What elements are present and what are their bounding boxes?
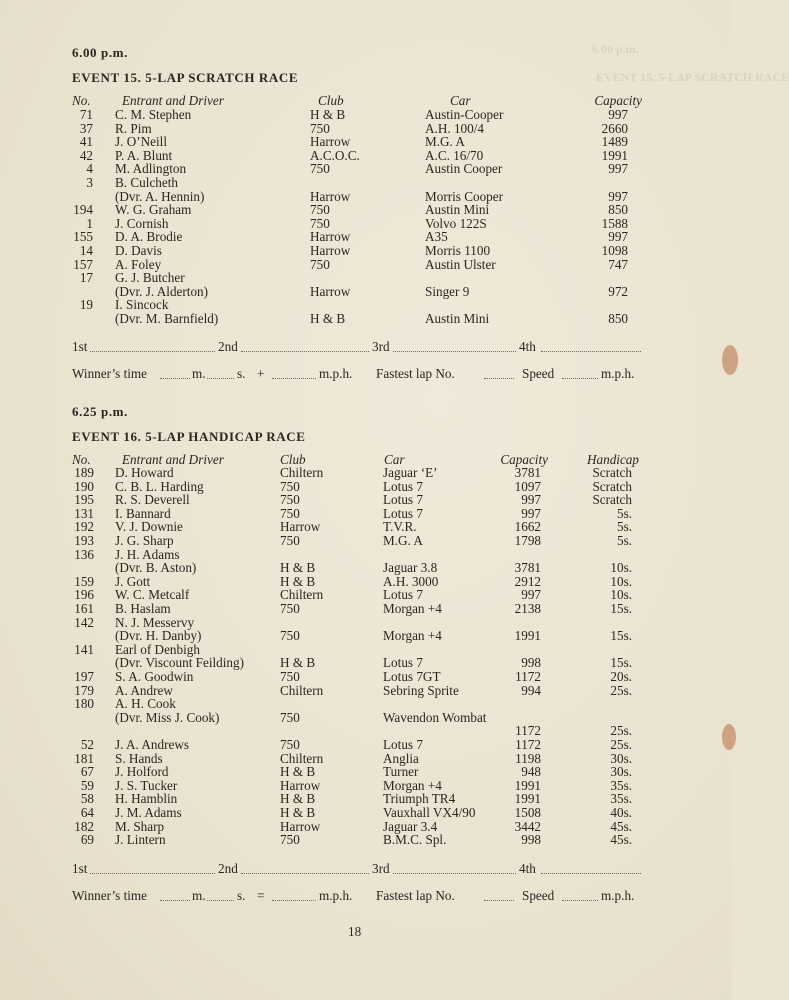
- entrant-driver: H. Hamblin: [115, 791, 178, 807]
- entrant-driver: A. Andrew: [115, 682, 173, 698]
- club: Harrow: [280, 519, 321, 535]
- entrant-driver: W. G. Graham: [115, 202, 192, 218]
- capacity: 997: [521, 492, 541, 508]
- result-1st-blank[interactable]: [90, 873, 215, 874]
- handicap: 25s.: [610, 737, 632, 752]
- car: Lotus 7: [383, 737, 423, 752]
- entrant-driver: S. A. Goodwin: [115, 669, 194, 684]
- club: 750: [280, 505, 300, 521]
- handicap: 45s.: [610, 832, 632, 848]
- entrant-driver: J. G. Sharp: [115, 533, 174, 548]
- entry-number: 189: [74, 465, 94, 480]
- entrant-driver: G. J. Butcher: [115, 270, 185, 286]
- col-header-club: Club: [318, 93, 344, 108]
- car: Morgan +4: [383, 601, 442, 616]
- mph-unit: m.p.h.: [319, 366, 353, 381]
- entrant-driver: D. Davis: [115, 243, 162, 258]
- handicap: 10s.: [610, 587, 632, 603]
- capacity: 3781: [514, 465, 541, 480]
- club: H & B: [310, 311, 346, 326]
- entrant-driver: A. H. Cook: [115, 696, 176, 712]
- car: A.H. 100/4: [425, 120, 484, 136]
- car: Morgan +4: [383, 777, 442, 793]
- entrant-driver: J. S. Tucker: [115, 777, 178, 793]
- entry-number: 193: [74, 533, 94, 548]
- car: A.H. 3000: [383, 573, 439, 589]
- club: 750: [280, 601, 300, 616]
- capacity: 1489: [601, 134, 628, 150]
- result-3rd-blank[interactable]: [393, 351, 516, 352]
- handicap: Scratch: [592, 465, 632, 480]
- club: 750: [280, 628, 300, 644]
- car: Sebring Sprite: [383, 682, 459, 698]
- handicap: 30s.: [610, 750, 632, 766]
- entrant-driver: R. Pim: [115, 120, 152, 136]
- club: 750: [310, 120, 330, 136]
- paper-stain: [722, 724, 736, 750]
- car: Austin-Cooper: [425, 107, 504, 122]
- seconds-blank[interactable]: [207, 378, 234, 379]
- col-header-entrant: Entrant and Driver: [122, 452, 224, 467]
- club: 750: [280, 737, 300, 752]
- handicap: 10s.: [610, 573, 632, 589]
- capacity: 998: [521, 832, 541, 848]
- operator-symbol: =: [257, 888, 265, 903]
- entrant-driver: (Dvr. J. Alderton): [115, 283, 209, 299]
- col-header-no: No.: [72, 452, 91, 467]
- entry-number: 194: [73, 202, 93, 218]
- minutes-unit: m.: [192, 366, 206, 381]
- handicap: 15s.: [610, 655, 632, 671]
- car: Jaguar ‘E’: [383, 465, 438, 480]
- car: Lotus 7: [383, 655, 423, 671]
- capacity: 997: [608, 161, 628, 177]
- minutes-blank[interactable]: [160, 900, 190, 901]
- col-header-club: Club: [280, 452, 306, 467]
- capacity: 1991: [514, 777, 541, 793]
- entry-number: 37: [79, 120, 93, 136]
- entry-number: 64: [80, 805, 94, 820]
- entrant-driver: J. M. Adams: [115, 805, 182, 820]
- entrant-driver: M. Sharp: [115, 818, 165, 834]
- winners-time-label: Winner’s time: [72, 366, 148, 381]
- speed-label: Speed: [522, 366, 555, 381]
- club: Harrow: [310, 134, 351, 150]
- entry-number: 197: [74, 669, 94, 684]
- entry-number: 159: [74, 573, 94, 589]
- entrant-driver: (Dvr. Miss J. Cook): [115, 709, 220, 725]
- club: 750: [310, 202, 330, 218]
- handicap: Scratch: [592, 492, 632, 508]
- mph-blank[interactable]: [272, 378, 316, 379]
- col-header-entrant: Entrant and Driver: [122, 93, 224, 108]
- fastest-lap-blank[interactable]: [484, 900, 514, 901]
- entry-number: 157: [73, 256, 93, 272]
- capacity: 1508: [514, 805, 541, 820]
- car: Morris 1100: [425, 243, 491, 258]
- car: T.V.R.: [383, 519, 417, 535]
- entry-number: 192: [74, 519, 94, 535]
- result-1st-label: 1st: [72, 861, 88, 876]
- entrant-driver: B. Culcheth: [115, 175, 179, 190]
- entrant-driver: S. Hands: [115, 750, 163, 766]
- car: Turner: [383, 764, 419, 780]
- result-1st-blank[interactable]: [90, 351, 215, 352]
- car: Austin Cooper: [425, 161, 503, 177]
- capacity: 1991: [514, 791, 541, 807]
- handicap: 40s.: [610, 805, 632, 820]
- speed-blank[interactable]: [562, 378, 598, 379]
- club: A.C.O.C.: [310, 147, 360, 163]
- car: Lotus 7: [383, 587, 423, 603]
- entrant-driver: I. Bannard: [115, 505, 171, 521]
- entry-number: 161: [74, 601, 94, 616]
- capacity: 747: [608, 256, 628, 272]
- entrant-driver: D. A. Brodie: [115, 229, 183, 245]
- car: M.G. A: [383, 533, 423, 548]
- capacity: 1172: [515, 737, 541, 752]
- car: Lotus 7: [383, 505, 423, 521]
- car: B.M.C. Spl.: [383, 832, 447, 848]
- car: Morgan +4: [383, 628, 442, 644]
- result-2nd-blank[interactable]: [241, 351, 369, 352]
- entry-number: 14: [79, 243, 93, 258]
- car: Vauxhall VX4/90: [383, 805, 476, 820]
- club: H & B: [280, 560, 316, 576]
- capacity: 3781: [514, 560, 541, 576]
- capacity: 997: [521, 587, 541, 603]
- capacity: 1662: [514, 519, 541, 535]
- capacity: 994: [521, 682, 541, 698]
- entrant-driver: (Dvr. A. Hennin): [115, 188, 205, 204]
- speed-unit: m.p.h.: [601, 366, 635, 381]
- car: Lotus 7: [383, 492, 423, 508]
- handicap: 30s.: [610, 764, 632, 780]
- club: 750: [310, 161, 330, 177]
- entry-number: 17: [79, 270, 93, 286]
- club: Harrow: [280, 777, 321, 793]
- club: 750: [280, 478, 300, 494]
- col-header-capacity: Capacity: [594, 93, 642, 108]
- entrant-driver: D. Howard: [115, 465, 174, 480]
- capacity: 850: [608, 311, 628, 326]
- entrant-driver: C. B. L. Harding: [115, 478, 204, 494]
- seconds-unit: s.: [237, 366, 246, 381]
- car: Austin Mini: [425, 311, 490, 326]
- entry-number: 58: [80, 791, 94, 807]
- entrant-driver: (Dvr. Viscount Feilding): [115, 655, 245, 671]
- car: Triumph TR4: [383, 791, 456, 807]
- entrant-driver: B. Haslam: [115, 601, 171, 616]
- entrant-driver: (Dvr. B. Aston): [115, 560, 197, 576]
- club: 750: [280, 709, 300, 725]
- entrant-driver: J. O’Neill: [115, 134, 168, 150]
- handicap: 45s.: [610, 818, 632, 834]
- entry-number: 4: [86, 161, 93, 177]
- capacity: 1172: [515, 669, 541, 684]
- club: H & B: [280, 573, 316, 589]
- entry-number: 180: [74, 696, 94, 712]
- capacity: 850: [608, 202, 628, 218]
- entrant-driver: W. C. Metcalf: [115, 587, 190, 603]
- fastest-lap-label: Fastest lap No.: [376, 366, 455, 381]
- club: Harrow: [280, 818, 321, 834]
- result-2nd-label: 2nd: [218, 339, 238, 354]
- club: H & B: [280, 764, 316, 780]
- handicap: Scratch: [592, 478, 632, 494]
- entrant-driver: J. Cornish: [115, 215, 169, 231]
- club: 750: [310, 256, 330, 272]
- handicap: 20s.: [610, 669, 632, 684]
- capacity: 998: [521, 655, 541, 671]
- page-number: 18: [348, 924, 362, 939]
- entrant-driver: M. Adlington: [115, 161, 187, 177]
- event15-title: EVENT 15. 5-LAP SCRATCH RACE: [72, 70, 299, 85]
- speed-unit: m.p.h.: [601, 888, 635, 903]
- entrant-driver: J. Lintern: [115, 832, 166, 848]
- handicap: 5s.: [616, 519, 632, 535]
- handicap: 10s.: [610, 560, 632, 576]
- capacity: 2138: [514, 601, 541, 616]
- entry-number: 41: [79, 134, 93, 150]
- entrant-driver: J. H. Adams: [115, 546, 180, 562]
- minutes-unit: m.: [192, 888, 206, 903]
- fastest-lap-blank[interactable]: [484, 378, 514, 379]
- club: Harrow: [310, 229, 351, 245]
- capacity: 1172: [515, 723, 541, 739]
- entrant-driver: A. Foley: [115, 256, 162, 272]
- entrant-driver: R. S. Deverell: [115, 492, 190, 508]
- entry-number: 52: [80, 737, 94, 752]
- capacity: 1991: [601, 147, 628, 163]
- car: Singer 9: [425, 283, 470, 299]
- col-header-car: Car: [384, 452, 405, 467]
- handicap: 25s.: [610, 723, 632, 739]
- event16-title: EVENT 16. 5-LAP HANDICAP RACE: [72, 429, 306, 444]
- capacity: 948: [521, 764, 541, 780]
- entrant-driver: Earl of Denbigh: [115, 641, 200, 657]
- entry-number: 196: [74, 587, 94, 603]
- col-header-capacity: Capacity: [500, 452, 548, 467]
- entrant-driver: C. M. Stephen: [115, 107, 192, 122]
- operator-symbol: +: [257, 366, 265, 381]
- handicap: 5s.: [616, 505, 632, 521]
- club: 750: [310, 215, 330, 231]
- club: Harrow: [310, 188, 351, 204]
- capacity: 3442: [514, 818, 541, 834]
- entry-number: 19: [79, 297, 93, 313]
- mph-unit: m.p.h.: [319, 888, 353, 903]
- speed-blank[interactable]: [562, 900, 598, 901]
- entrant-driver: (Dvr. M. Barnfield): [115, 311, 219, 326]
- club: H & B: [280, 655, 316, 671]
- col-header-car: Car: [450, 93, 471, 108]
- capacity: 1097: [514, 478, 541, 494]
- result-3rd-label: 3rd: [372, 339, 390, 354]
- car: Lotus 7: [383, 478, 423, 494]
- result-3rd-blank[interactable]: [393, 873, 516, 874]
- entry-number: 181: [74, 750, 94, 766]
- fastest-lap-label: Fastest lap No.: [376, 888, 455, 903]
- entry-number: 1: [86, 215, 93, 231]
- club: Chiltern: [280, 682, 324, 698]
- entry-number: 59: [80, 777, 94, 793]
- club: Harrow: [310, 243, 351, 258]
- entrant-driver: J. Gott: [115, 573, 151, 589]
- car: A.C. 16/70: [425, 147, 484, 163]
- entrant-driver: N. J. Messervy: [115, 614, 195, 630]
- entry-number: 190: [74, 478, 94, 494]
- entry-number: 71: [79, 107, 93, 122]
- handicap: 15s.: [610, 628, 632, 644]
- car: A35: [425, 229, 448, 245]
- car: Anglia: [383, 750, 419, 766]
- entry-number: 182: [74, 818, 94, 834]
- entry-number: 131: [74, 505, 94, 521]
- handicap: 35s.: [610, 777, 632, 793]
- club: Harrow: [310, 283, 351, 299]
- entry-number: 42: [79, 147, 93, 163]
- entry-number: 136: [74, 546, 94, 562]
- entry-number: 67: [80, 764, 94, 780]
- car: Wavendon Wombat: [383, 709, 487, 725]
- handicap: 5s.: [616, 533, 632, 548]
- result-1st-label: 1st: [72, 339, 88, 354]
- handicap: 15s.: [610, 601, 632, 616]
- capacity: 1798: [514, 533, 541, 548]
- seconds-unit: s.: [237, 888, 246, 903]
- club: Chiltern: [280, 750, 324, 766]
- entrant-driver: P. A. Blunt: [115, 147, 173, 163]
- entry-number: 141: [74, 641, 94, 657]
- result-4th-label: 4th: [519, 861, 536, 876]
- seconds-blank[interactable]: [207, 900, 234, 901]
- result-2nd-label: 2nd: [218, 861, 238, 876]
- car: Austin Ulster: [425, 256, 496, 272]
- result-4th-blank[interactable]: [541, 873, 641, 874]
- result-4th-label: 4th: [519, 339, 536, 354]
- car: Morris Cooper: [425, 188, 504, 204]
- capacity: 997: [608, 188, 628, 204]
- winners-time-label: Winner’s time: [72, 888, 148, 903]
- car: M.G. A: [425, 134, 465, 150]
- show-through-text: EVENT 15. 5-LAP SCRATCH RACE: [596, 70, 789, 84]
- car: Austin Mini: [425, 202, 490, 218]
- capacity: 2912: [514, 573, 541, 589]
- club: 750: [280, 669, 300, 684]
- club: H & B: [310, 107, 346, 122]
- capacity: 997: [521, 505, 541, 521]
- capacity: 972: [608, 283, 628, 299]
- capacity: 997: [608, 107, 628, 122]
- capacity: 1198: [515, 750, 541, 766]
- club: 750: [280, 492, 300, 508]
- entry-number: 142: [74, 614, 94, 630]
- col-header-handicap: Handicap: [586, 452, 639, 467]
- entrant-driver: I. Sincock: [115, 297, 169, 313]
- capacity: 2660: [601, 120, 628, 136]
- entry-number: 195: [74, 492, 94, 508]
- club: H & B: [280, 805, 316, 820]
- entrant-driver: J. Holford: [115, 764, 169, 780]
- car: Volvo 122S: [425, 215, 487, 231]
- club: 750: [280, 832, 300, 848]
- capacity: 1991: [514, 628, 541, 644]
- entry-number: 69: [80, 832, 94, 848]
- event16-time: 6.25 p.m.: [72, 404, 128, 419]
- result-4th-blank[interactable]: [541, 351, 641, 352]
- entrant-driver: (Dvr. H. Danby): [115, 628, 202, 644]
- result-3rd-label: 3rd: [372, 861, 390, 876]
- entry-number: 3: [86, 175, 93, 190]
- capacity: 1098: [601, 243, 628, 258]
- capacity: 1588: [601, 215, 628, 231]
- car: Jaguar 3.8: [383, 560, 438, 576]
- speed-label: Speed: [522, 888, 555, 903]
- handicap: 25s.: [610, 682, 632, 698]
- club: 750: [280, 533, 300, 548]
- entrant-driver: V. J. Downie: [115, 519, 183, 535]
- car: Jaguar 3.4: [383, 818, 438, 834]
- handicap: 35s.: [610, 791, 632, 807]
- event15-time: 6.00 p.m.: [72, 45, 128, 60]
- show-through-text: 6.00 p.m.: [592, 42, 639, 56]
- entry-number: 179: [74, 682, 94, 698]
- entrant-driver: J. A. Andrews: [115, 737, 189, 752]
- result-2nd-blank[interactable]: [241, 873, 369, 874]
- paper-stain: [722, 345, 738, 375]
- club: Chiltern: [280, 587, 324, 603]
- club: Chiltern: [280, 465, 324, 480]
- club: H & B: [280, 791, 316, 807]
- car: Lotus 7GT: [383, 669, 441, 684]
- capacity: 997: [608, 229, 628, 245]
- minutes-blank[interactable]: [160, 378, 190, 379]
- entry-number: 155: [73, 229, 93, 245]
- mph-blank[interactable]: [272, 900, 316, 901]
- col-header-no: No.: [72, 93, 91, 108]
